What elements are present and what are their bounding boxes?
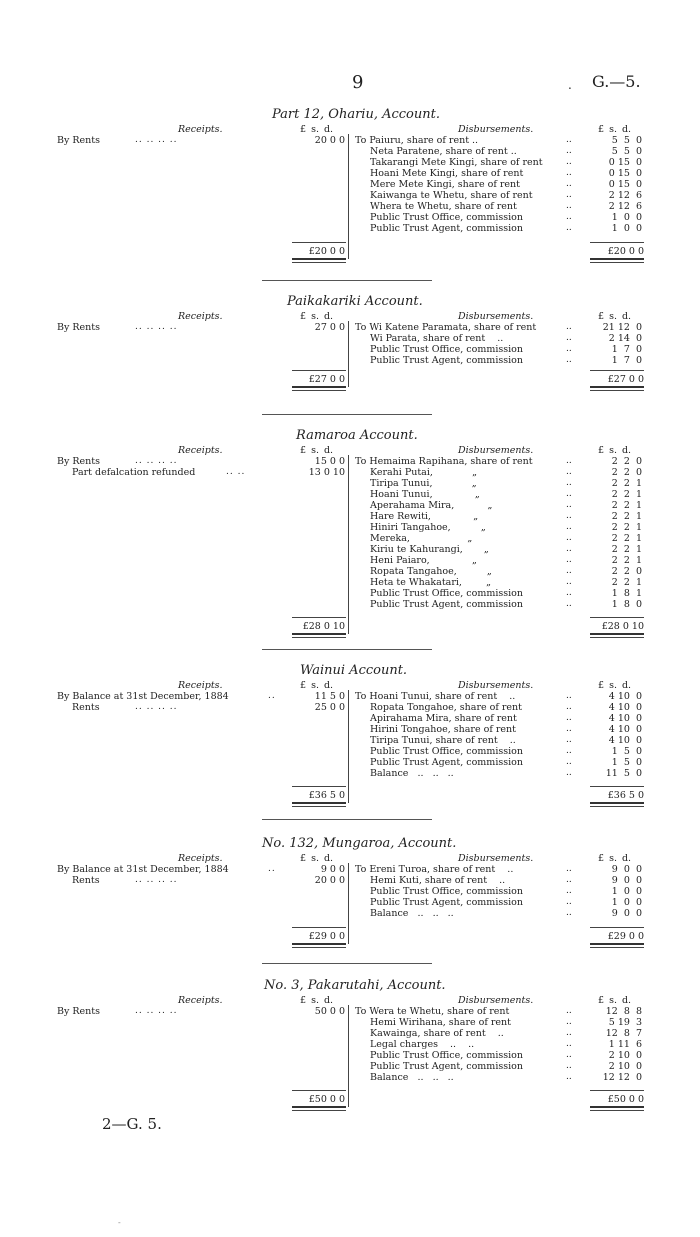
disbursement-label: Heta te Whakatari, „ — [370, 577, 491, 588]
disbursement-amount: 0 15 0 — [608, 179, 642, 190]
disbursement-amount: 1 8 1 — [611, 588, 642, 599]
receipts-heading: Receipts. — [178, 680, 223, 691]
disbursements-money-heading: £ s. d. — [598, 853, 632, 864]
account-title: No. 3, Pakarutahi, Account. — [264, 978, 446, 993]
column-divider — [348, 1005, 349, 1107]
disbursement-amount: 5 19 3 — [608, 1017, 642, 1028]
disbursement-dots: .. — [566, 478, 572, 488]
receipts-total: £27 0 0 — [308, 374, 345, 385]
receipt-dots: .. — [268, 691, 276, 701]
disbursement-dots: .. — [566, 500, 572, 510]
disbursement-dots: .. — [566, 533, 572, 543]
disbursement-label: Apirahama Mira, share of rent — [370, 713, 517, 724]
disbursement-label: Hemi Kuti, share of rent .. — [370, 875, 506, 886]
disbursements-total-double-rule-lower — [590, 390, 644, 391]
disbursement-amount: 9 0 0 — [611, 908, 642, 919]
receipt-amount: 15 0 0 — [314, 456, 345, 467]
receipts-money-heading: £ s. d. — [300, 853, 334, 864]
disbursement-dots: .. — [566, 522, 572, 532]
disbursement-amount: 2 2 0 — [611, 467, 642, 478]
disbursement-label: Aperahama Mira, „ — [370, 500, 493, 511]
disbursement-dots: .. — [566, 146, 572, 156]
disbursement-label: Public Trust Agent, commission — [370, 599, 523, 610]
account-title: Paikakariki Account. — [287, 294, 423, 309]
disbursement-label: Hoani Tunui, „ — [370, 489, 480, 500]
receipts-money-heading: £ s. d. — [300, 995, 334, 1006]
disbursement-dots: .. — [566, 735, 572, 745]
disbursement-dots: .. — [566, 864, 572, 874]
receipts-total-double-rule — [292, 633, 346, 635]
section-separator — [262, 963, 432, 964]
disbursement-amount: 4 10 0 — [608, 702, 642, 713]
disbursements-heading: Disbursements. — [458, 995, 534, 1006]
disbursement-amount: 2 2 1 — [611, 478, 642, 489]
disbursement-amount: 2 2 1 — [611, 555, 642, 566]
disbursement-label: Balance .. .. .. — [370, 908, 454, 919]
disbursement-amount: 2 12 6 — [608, 201, 642, 212]
disbursement-dots: .. — [566, 201, 572, 211]
disbursement-dots: .. — [566, 555, 572, 565]
disbursement-dots: .. — [566, 1028, 572, 1038]
receipt-label: By Rents — [57, 456, 100, 467]
disbursement-dots: .. — [566, 577, 572, 587]
disbursement-amount: 2 2 1 — [611, 577, 642, 588]
disbursement-label: Public Trust Office, commission — [370, 212, 523, 223]
disbursement-amount: 4 10 0 — [608, 691, 642, 702]
disbursement-amount: 2 2 1 — [611, 500, 642, 511]
disbursement-dots: .. — [566, 456, 572, 466]
receipt-dots: .. .. .. .. — [135, 322, 178, 332]
disbursement-amount: 5 5 0 — [611, 135, 642, 146]
receipts-total-double-rule-lower — [292, 806, 346, 807]
receipt-amount: 13 0 10 — [308, 467, 345, 478]
disbursement-dots: .. — [566, 1039, 572, 1049]
receipt-label: By Rents — [57, 1006, 100, 1017]
disbursement-dots: .. — [566, 333, 572, 343]
disbursement-label: Legal charges .. .. — [370, 1039, 475, 1050]
disbursement-label: Public Trust Agent, commission — [370, 223, 523, 234]
disbursement-label: Public Trust Office, commission — [370, 1050, 523, 1061]
disbursements-total-double-rule-lower — [590, 1110, 644, 1111]
disbursements-total: £28 0 10 — [601, 621, 644, 632]
disbursements-total-double-rule — [590, 802, 644, 804]
receipt-amount: 9 0 0 — [320, 864, 345, 875]
disbursement-label: Balance .. .. .. — [370, 768, 454, 779]
disbursement-label: To Ereni Turoa, share of rent .. — [355, 864, 514, 875]
receipts-subtotal-rule — [292, 242, 346, 243]
receipt-dots: .. — [268, 864, 276, 874]
disbursement-dots: .. — [566, 223, 572, 233]
disbursement-amount: 1 0 0 — [611, 897, 642, 908]
receipt-amount: 27 0 0 — [314, 322, 345, 333]
disbursement-amount: 1 7 0 — [611, 344, 642, 355]
receipt-dots: .. .. .. .. — [135, 702, 178, 712]
disbursements-money-heading: £ s. d. — [598, 995, 632, 1006]
disbursements-total-double-rule-lower — [590, 637, 644, 638]
receipts-subtotal-rule — [292, 617, 346, 618]
receipts-total-double-rule — [292, 943, 346, 945]
receipts-money-heading: £ s. d. — [300, 680, 334, 691]
disbursements-total-double-rule-lower — [590, 262, 644, 263]
receipts-total-double-rule — [292, 802, 346, 804]
disbursement-dots: .. — [566, 168, 572, 178]
disbursements-total-double-rule — [590, 258, 644, 260]
disbursements-subtotal-rule — [590, 927, 644, 928]
disbursement-dots: .. — [566, 757, 572, 767]
section-separator — [262, 280, 432, 281]
disbursements-total: £29 0 0 — [607, 931, 644, 942]
disbursement-label: To Wera te Whetu, share of rent — [355, 1006, 510, 1017]
disbursements-money-heading: £ s. d. — [598, 445, 632, 456]
receipt-dots: .. .. .. .. — [135, 135, 178, 145]
disbursement-amount: 1 5 0 — [611, 757, 642, 768]
receipt-amount: 11 5 0 — [314, 691, 345, 702]
disbursement-amount: 2 2 1 — [611, 522, 642, 533]
disbursements-total-double-rule-lower — [590, 947, 644, 948]
disbursement-dots: .. — [566, 875, 572, 885]
receipts-money-heading: £ s. d. — [300, 445, 334, 456]
disbursement-label: Ropata Tongahoe, share of rent — [370, 702, 522, 713]
disbursement-amount: 11 5 0 — [605, 768, 642, 779]
receipt-label: By Rents — [57, 135, 100, 146]
disbursement-label: Public Trust Office, commission — [370, 588, 523, 599]
disbursement-label: Public Trust Office, commission — [370, 746, 523, 757]
disbursements-total: £36 5 0 — [607, 790, 644, 801]
disbursement-amount: 2 2 1 — [611, 511, 642, 522]
disbursement-amount: 0 15 0 — [608, 168, 642, 179]
disbursement-amount: 1 11 6 — [608, 1039, 642, 1050]
disbursement-dots: .. — [566, 355, 572, 365]
disbursement-label: Heni Paiaro, „ — [370, 555, 477, 566]
receipts-subtotal-rule — [292, 1090, 346, 1091]
receipts-subtotal-rule — [292, 370, 346, 371]
disbursement-dots: .. — [566, 467, 572, 477]
receipt-dots: .. .. .. .. — [135, 456, 178, 466]
disbursement-amount: 4 10 0 — [608, 735, 642, 746]
disbursement-label: Ropata Tangahoe, „ — [370, 566, 492, 577]
disbursement-amount: 1 7 0 — [611, 355, 642, 366]
disbursement-amount: 1 8 0 — [611, 599, 642, 610]
receipt-label: By Rents — [57, 322, 100, 333]
receipts-heading: Receipts. — [178, 124, 223, 135]
disbursement-amount: 1 0 0 — [611, 212, 642, 223]
disbursement-dots: .. — [566, 746, 572, 756]
column-divider — [348, 321, 349, 387]
disbursement-amount: 2 10 0 — [608, 1061, 642, 1072]
disbursement-amount: 2 2 1 — [611, 489, 642, 500]
disbursement-amount: 2 2 0 — [611, 566, 642, 577]
receipts-total: £36 5 0 — [308, 790, 345, 801]
receipt-dots: .. .. .. .. — [135, 875, 178, 885]
disbursement-label: To Wi Katene Paramata, share of rent — [355, 322, 537, 333]
disbursements-total-double-rule — [590, 633, 644, 635]
receipt-label: Part defalcation refunded — [72, 467, 196, 478]
column-divider — [348, 690, 349, 803]
receipts-total-double-rule-lower — [292, 947, 346, 948]
disbursement-amount: 9 0 0 — [611, 875, 642, 886]
disbursement-label: To Hemaima Rapihana, share of rent — [355, 456, 533, 467]
disbursement-dots: .. — [566, 897, 572, 907]
disbursement-amount: 1 0 0 — [611, 223, 642, 234]
page-number: 9 — [352, 72, 364, 93]
disbursement-amount: 21 12 0 — [602, 322, 642, 333]
disbursement-dots: .. — [566, 713, 572, 723]
disbursement-amount: 4 10 0 — [608, 724, 642, 735]
disbursements-subtotal-rule — [590, 786, 644, 787]
disbursement-label: Wi Parata, share of rent .. — [370, 333, 504, 344]
disbursement-dots: .. — [566, 489, 572, 499]
disbursement-label: Neta Paratene, share of rent .. — [370, 146, 517, 157]
disbursement-label: Kawainga, share of rent .. — [370, 1028, 504, 1039]
disbursement-dots: .. — [566, 691, 572, 701]
disbursement-dots: .. — [566, 724, 572, 734]
disbursement-dots: .. — [566, 702, 572, 712]
disbursements-subtotal-rule — [590, 370, 644, 371]
receipts-total: £50 0 0 — [308, 1094, 345, 1105]
disbursement-label: Whera te Whetu, share of rent — [370, 201, 517, 212]
receipts-subtotal-rule — [292, 927, 346, 928]
disbursement-dots: .. — [566, 157, 572, 167]
stray-mark: - — [118, 1218, 121, 1227]
disbursement-dots: .. — [566, 599, 572, 609]
disbursement-dots: .. — [566, 908, 572, 918]
disbursements-total: £50 0 0 — [607, 1094, 644, 1105]
disbursement-label: Takarangi Mete Kingi, share of rent — [370, 157, 543, 168]
receipt-amount: 20 0 0 — [314, 135, 345, 146]
receipts-heading: Receipts. — [178, 311, 223, 322]
account-title: Wainui Account. — [300, 663, 408, 678]
receipt-label: By Balance at 31st December, 1884 — [57, 864, 229, 875]
disbursement-label: To Hoani Tunui, share of rent .. — [355, 691, 516, 702]
account-title: Part 12, Ohariu, Account. — [272, 107, 440, 122]
disbursement-amount: 1 0 0 — [611, 886, 642, 897]
disbursement-label: To Paiuru, share of rent .. — [355, 135, 479, 146]
disbursement-amount: 2 10 0 — [608, 1050, 642, 1061]
disbursement-label: Balance .. .. .. — [370, 1072, 454, 1083]
disbursement-amount: 12 8 8 — [605, 1006, 642, 1017]
receipts-money-heading: £ s. d. — [300, 311, 334, 322]
disbursement-label: Tiripa Tunui, share of rent .. — [370, 735, 516, 746]
receipt-amount: 20 0 0 — [314, 875, 345, 886]
receipts-total-double-rule-lower — [292, 262, 346, 263]
receipts-heading: Receipts. — [178, 445, 223, 456]
account-title: No. 132, Mungaroa, Account. — [262, 836, 457, 851]
disbursements-subtotal-rule — [590, 1090, 644, 1091]
disbursement-label: Mere Mete Kingi, share of rent — [370, 179, 520, 190]
disbursements-heading: Disbursements. — [458, 853, 534, 864]
disbursement-amount: 0 15 0 — [608, 157, 642, 168]
disbursement-amount: 2 2 1 — [611, 544, 642, 555]
account-title: Ramaroa Account. — [296, 428, 418, 443]
disbursement-label: Kaiwanga te Whetu, share of rent — [370, 190, 533, 201]
receipts-total-double-rule-lower — [292, 390, 346, 391]
disbursement-dots: .. — [566, 1072, 572, 1082]
receipts-total-double-rule — [292, 1106, 346, 1108]
disbursement-label: Public Trust Agent, commission — [370, 1061, 523, 1072]
disbursement-dots: .. — [566, 566, 572, 576]
disbursement-dots: .. — [566, 886, 572, 896]
receipts-total-double-rule-lower — [292, 1110, 346, 1111]
receipts-total-double-rule — [292, 386, 346, 388]
disbursement-amount: 2 14 0 — [608, 333, 642, 344]
disbursements-total: £20 0 0 — [607, 246, 644, 257]
disbursement-dots: .. — [566, 135, 572, 145]
receipts-money-heading: £ s. d. — [300, 124, 334, 135]
disbursement-dots: .. — [566, 544, 572, 554]
disbursement-label: Public Trust Agent, commission — [370, 897, 523, 908]
header-dot: . — [568, 78, 572, 92]
disbursements-money-heading: £ s. d. — [598, 124, 632, 135]
disbursement-amount: 12 12 0 — [602, 1072, 642, 1083]
disbursements-heading: Disbursements. — [458, 124, 534, 135]
receipts-total-double-rule-lower — [292, 637, 346, 638]
disbursements-total-double-rule — [590, 1106, 644, 1108]
disbursement-dots: .. — [566, 768, 572, 778]
receipt-label: By Balance at 31st December, 1884 — [57, 691, 229, 702]
disbursement-label: Kerahi Putai, „ — [370, 467, 478, 478]
disbursements-total-double-rule — [590, 943, 644, 945]
disbursement-amount: 4 10 0 — [608, 713, 642, 724]
column-divider — [348, 134, 349, 259]
receipts-subtotal-rule — [292, 786, 346, 787]
section-separator — [262, 649, 432, 650]
disbursement-label: Public Trust Agent, commission — [370, 355, 523, 366]
disbursement-amount: 2 12 6 — [608, 190, 642, 201]
disbursement-amount: 2 2 1 — [611, 533, 642, 544]
disbursement-dots: .. — [566, 179, 572, 189]
receipts-total-double-rule — [292, 258, 346, 260]
receipts-total: £29 0 0 — [308, 931, 345, 942]
column-divider — [348, 863, 349, 944]
disbursements-total-double-rule-lower — [590, 806, 644, 807]
receipts-total: £28 0 10 — [302, 621, 345, 632]
disbursement-label: Hemi Wirihana, share of rent — [370, 1017, 511, 1028]
section-separator — [262, 819, 432, 820]
receipt-label: Rents — [72, 875, 100, 886]
disbursement-label: Kiriu te Kahurangi, „ — [370, 544, 489, 555]
disbursement-dots: .. — [566, 190, 572, 200]
section-separator — [262, 414, 432, 415]
column-divider — [348, 455, 349, 634]
disbursement-label: Hirini Tongahoe, share of rent — [370, 724, 516, 735]
disbursement-dots: .. — [566, 1006, 572, 1016]
disbursement-amount: 2 2 0 — [611, 456, 642, 467]
receipts-heading: Receipts. — [178, 853, 223, 864]
disbursement-dots: .. — [566, 588, 572, 598]
receipt-amount: 25 0 0 — [314, 702, 345, 713]
receipt-label: Rents — [72, 702, 100, 713]
receipts-total: £20 0 0 — [308, 246, 345, 257]
disbursement-label: Tiripa Tunui, „ — [370, 478, 477, 489]
receipt-amount: 50 0 0 — [314, 1006, 345, 1017]
disbursements-total: £27 0 0 — [607, 374, 644, 385]
disbursement-label: Hoani Mete Kingi, share of rent — [370, 168, 524, 179]
disbursement-dots: .. — [566, 1017, 572, 1027]
disbursements-money-heading: £ s. d. — [598, 311, 632, 322]
disbursements-heading: Disbursements. — [458, 311, 534, 322]
disbursement-amount: 12 8 7 — [605, 1028, 642, 1039]
disbursement-label: Hare Rewiti, „ — [370, 511, 479, 522]
disbursement-dots: .. — [566, 1061, 572, 1071]
disbursements-money-heading: £ s. d. — [598, 680, 632, 691]
disbursements-total-double-rule — [590, 386, 644, 388]
disbursements-heading: Disbursements. — [458, 680, 534, 691]
receipt-dots: .. .. .. .. — [135, 1006, 178, 1016]
disbursements-subtotal-rule — [590, 617, 644, 618]
disbursement-label: Public Trust Office, commission — [370, 344, 523, 355]
disbursement-amount: 1 5 0 — [611, 746, 642, 757]
disbursement-amount: 5 5 0 — [611, 146, 642, 157]
disbursement-label: Public Trust Office, commission — [370, 886, 523, 897]
receipt-dots: .. .. — [226, 467, 246, 477]
disbursement-dots: .. — [566, 322, 572, 332]
receipts-heading: Receipts. — [178, 995, 223, 1006]
disbursements-heading: Disbursements. — [458, 445, 534, 456]
disbursement-dots: .. — [566, 511, 572, 521]
disbursement-label: Hiniri Tangahoe, „ — [370, 522, 486, 533]
disbursement-dots: .. — [566, 1050, 572, 1060]
disbursements-subtotal-rule — [590, 242, 644, 243]
footer-signature: 2—G. 5. — [102, 1115, 162, 1133]
disbursement-amount: 9 0 0 — [611, 864, 642, 875]
disbursement-label: Public Trust Agent, commission — [370, 757, 523, 768]
page-reference: G.—5. — [592, 72, 641, 91]
disbursement-dots: .. — [566, 344, 572, 354]
disbursement-dots: .. — [566, 212, 572, 222]
disbursement-label: Mereka, „ — [370, 533, 473, 544]
